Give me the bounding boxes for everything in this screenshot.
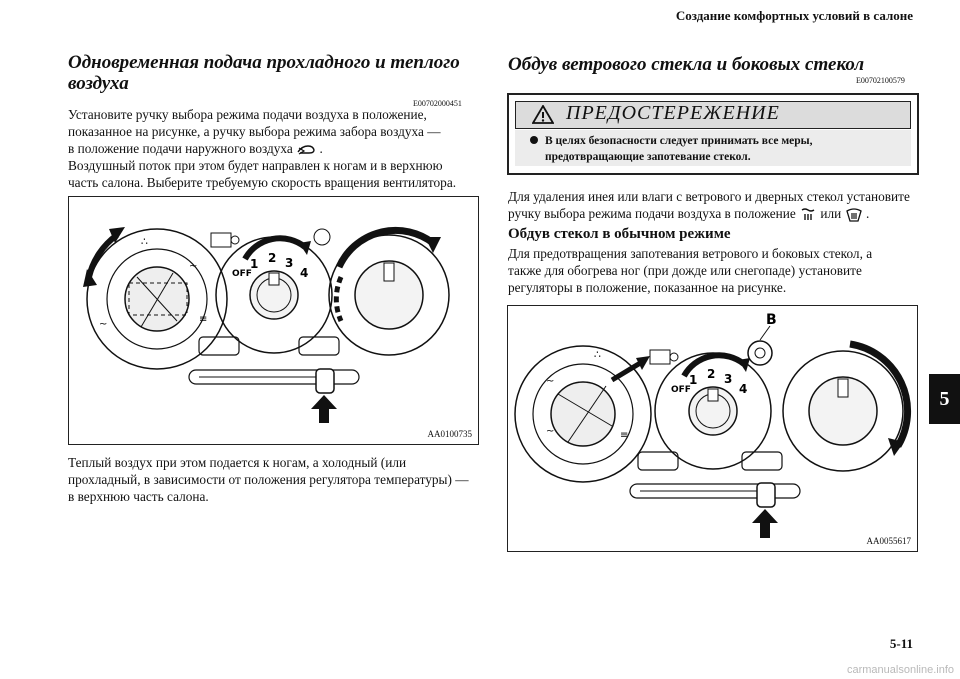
left-figure-code: AA0100735: [427, 429, 472, 439]
svg-text:∴: ∴: [141, 235, 148, 248]
left-fan-label-4: 4: [300, 266, 309, 280]
left-para1-line4: Воздушный поток при этом будет направлен к ногам и в верхнюю: [68, 158, 443, 173]
right-fan-label-3: 3: [724, 372, 733, 386]
svg-text:~: ~: [189, 261, 198, 272]
warning-box: [507, 93, 919, 175]
right-fan-label-1: 1: [689, 373, 698, 387]
svg-text:~: ~: [546, 376, 555, 387]
right-para2-line3: регуляторы в положение, показанное на рисунке.: [508, 280, 787, 295]
svg-text:~: ~: [99, 319, 108, 330]
right-fan-label-off: OFF: [671, 385, 691, 395]
right-fan-label-4: 4: [739, 382, 748, 396]
left-heading-line1: Одновременная подача прохладного и теплого: [68, 52, 460, 73]
left-para1-line5: часть салона. Выберите требуемую скорость вращения вентилятора.: [68, 175, 457, 190]
warning-title: ПРЕДОСТЕРЕЖЕНИЕ: [566, 102, 780, 124]
right-figure-label-b: B: [766, 312, 777, 328]
right-fan-label-2: 2: [707, 367, 716, 381]
right-para1-line1: Для удаления инея или влаги с ветрового и дверных стекол установите: [508, 189, 910, 204]
svg-text:≡: ≡: [199, 314, 208, 325]
left-control-panel-illustration: [69, 197, 478, 444]
left-para1-line2: показанное на рисунке, а ручку выбора режима забора воздуха —: [68, 124, 441, 139]
right-para1-or: или: [820, 206, 842, 221]
right-figure: [507, 305, 918, 552]
left-fan-label-3: 3: [285, 256, 294, 270]
right-control-panel-illustration: [508, 306, 917, 551]
right-para1-line2-text: ручку выбора режима подачи воздуха в положение: [508, 206, 796, 221]
left-heading-line2: воздуха: [68, 73, 129, 94]
chapter-tab: 5: [929, 374, 960, 424]
svg-text:≡: ≡: [620, 430, 629, 441]
left-para1-line1: Установите ручку выбора режима подачи воздуха в положение,: [68, 107, 427, 122]
outside-air-icon: [296, 143, 316, 157]
defrost-windshield-icon: [845, 207, 863, 223]
left-para1-line3-end: .: [319, 141, 323, 156]
page-number: 5-11: [889, 636, 913, 651]
warning-body: [515, 130, 911, 166]
warning-header: [515, 101, 911, 129]
left-fan-label-2: 2: [268, 251, 277, 265]
right-para1-line2: [508, 205, 869, 223]
warning-text: [545, 133, 813, 165]
left-para2-line2: прохладный, в зависимости от положения регулятора температуры) —: [68, 472, 469, 487]
bullet-icon: [530, 136, 538, 144]
warning-text-line2: предотвращающие запотевание стекол.: [545, 151, 751, 163]
left-fan-label-1: 1: [250, 257, 259, 271]
left-para1-line3-text: в положение подачи наружного воздуха: [68, 141, 293, 156]
svg-text:∴: ∴: [594, 348, 601, 361]
right-subheading: Обдув стекол в обычном режиме: [508, 226, 731, 242]
left-para2-line1: Теплый воздух при этом подается к ногам, а холодный (или: [68, 455, 407, 470]
warning-text-line1: В целях безопасности следует принимать все меры,: [545, 135, 813, 147]
right-para2-line2: также для обогрева ног (при дожде или снегопаде) установите: [508, 263, 862, 278]
watermark: carmanualsonline.info: [846, 664, 954, 676]
svg-text:~: ~: [546, 426, 555, 437]
left-para1-line3: [68, 140, 323, 157]
right-section-code: E00702100579: [856, 76, 905, 85]
left-fan-label-off: OFF: [232, 269, 252, 279]
left-para2-line3: в верхнюю часть салона.: [68, 489, 209, 504]
left-figure: [68, 196, 479, 445]
right-para1-end: .: [865, 206, 870, 221]
right-heading: Обдув ветрового стекла и боковых стекол: [508, 54, 865, 75]
warning-triangle-icon: [532, 105, 554, 124]
defrost-foot-icon: [799, 207, 817, 223]
left-section-code: E00702000451: [413, 99, 462, 108]
right-para2-line1: Для предотвращения запотевания ветрового и боковых стекол, а: [508, 246, 873, 261]
running-header: Создание комфортных условий в салоне: [675, 8, 913, 23]
right-figure-code: AA0055617: [866, 536, 911, 546]
